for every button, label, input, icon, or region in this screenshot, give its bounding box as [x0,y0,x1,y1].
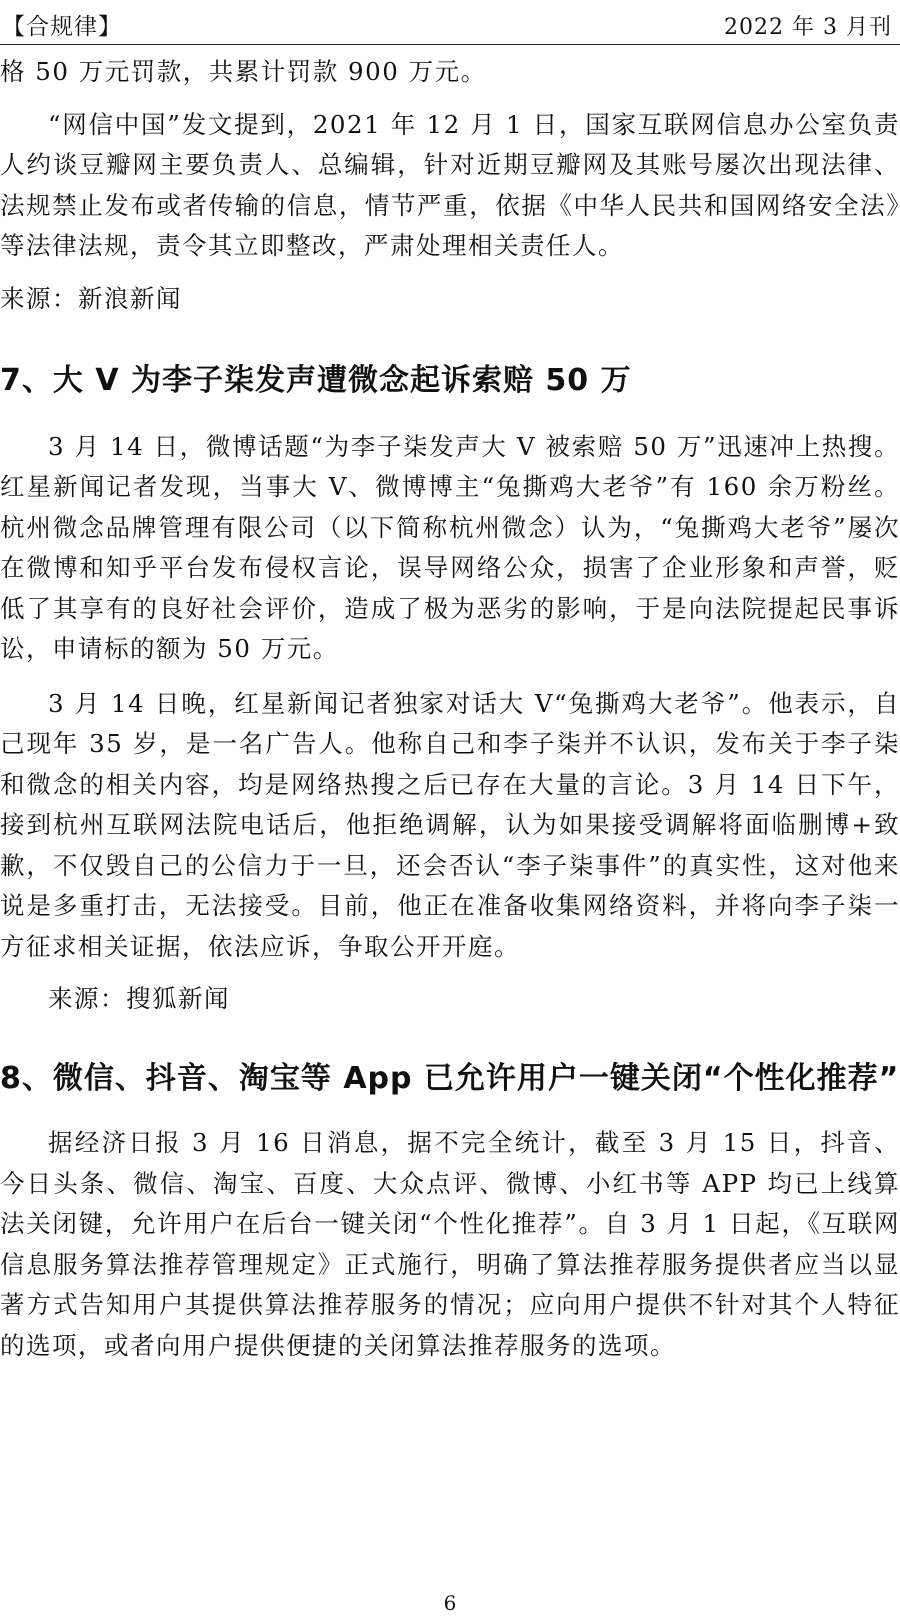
section-7-paragraph-1: 3 月 14 日，微博话题“为李子柒发声大 V 被索赔 50 万”迅速冲上热搜。红星新闻记者发现，当事大 V、微博博主“兔撕鸡大老爷”有 160 余万粉丝。杭州微念品牌管理有限公司（以下简称杭州微念）认为，“兔撕鸡大老爷”屡次在微博和知乎平台发布侵权言论，误导网络公众，损害了企业形象和声誉，贬低了其享有的良好社会评价，造成了极为恶劣的影响，于是向法院提起民事诉讼，申请标的额为 50 万元。 [0,431,900,663]
source-sina: 来源：新浪新闻 [0,283,182,313]
page-number: 6 [443,1591,457,1615]
page-header [0,6,900,42]
article-body [0,52,900,1366]
header-publication-name: 【合规律】 [2,14,122,40]
section-8-heading: 8、微信、抖音、淘宝等 App 已允许用户一键关闭“个性化推荐” [0,1061,900,1096]
section-7-paragraph-2: 3 月 14 日晚，红星新闻记者独家对话大 V“兔撕鸡大老爷”。他表示，自己现年 35 岁，是一名广告人。他称自己和李子柒并不认识，发布关于李子柒和微念的相关内容，均是网络热搜之后已存在大量的言论。3 月 14 日下午，接到杭州互联网法院电话后，他拒绝调解，认为如果接受调解将面临删博+致歉，不仅毁自己的公信力于一旦，还会否认“李子柒事件”的真实性，这对他来说是多重打击，无法接受。目前，他正在准备收集网络资料，并将向李子柒一方征求相关证据，依法应诉，争取公开开庭。 [0,688,900,961]
source-sohu: 来源：搜狐新闻 [48,984,230,1013]
header-issue-date: 2022 年 3 月刊 [724,15,892,40]
paragraph-wangxin: “网信中国”发文提到，2021 年 12 月 1 日，国家互联网信息办公室负责人约谈豆瓣网主要负责人、总编辑，针对近期豆瓣网及其账号屡次出现法律、法规禁止发布或者传输的信息，情节严重，依据《中华人民共和国网络安全法》等法律法规，责令其立即整改，严肃处理相关责任人。 [0,109,900,260]
section-7-heading: 7、大 V 为李子柒发声遭微念起诉索赔 50 万 [0,362,632,398]
header-divider [0,44,900,45]
paragraph-tail: 格 50 万元罚款，共累计罚款 900 万元。 [0,57,487,86]
section-8-paragraph-1: 据经济日报 3 月 16 日消息，据不完全统计，截至 3 月 15 日，抖音、今日头条、微信、淘宝、百度、大众点评、微博、小红书等 APP 均已上线算法关闭键，允许用户在后台一键关闭“个性化推荐”。自 3 月 1 日起，《互联网信息服务算法推荐管理规定》正式施行，明确了算法推荐服务提供者应当以显著方式告知用户其提供算法推荐服务的情况；应向用户提供不针对其个人特征的选项，或者向用户提供便捷的关闭算法推荐服务的选项。 [0,1128,900,1360]
